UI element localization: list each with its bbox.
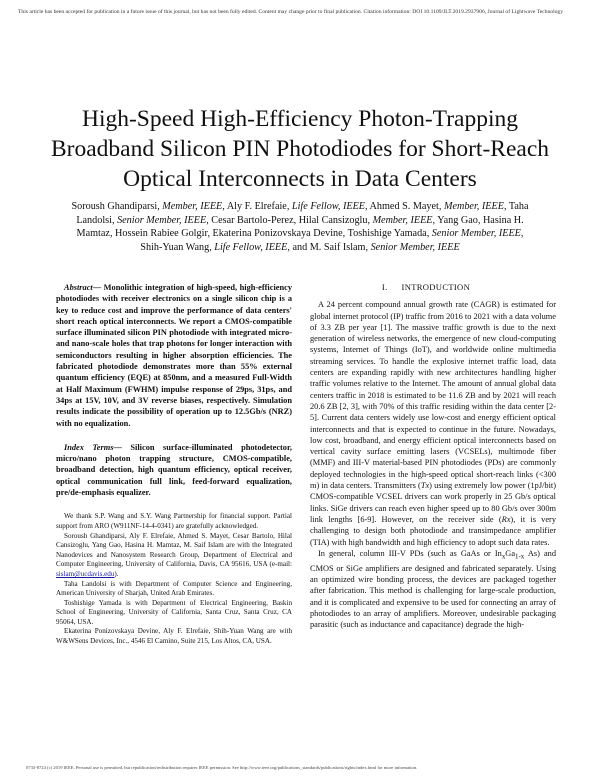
abstract-text: Monolithic integration of high-speed, high-efficiency photodiodes with receiver electronics on a single silicon chip is a key to reduce cost and improve the performance of data centers' short reach optical interconnects. We report a CMOS-compatible surface illuminated silicon PIN photodiode with integrated micro- and nano-scale holes that trap photons for longer interaction with semiconductors resulting in higher absorption efficiencies. The fabricated photodiode demonstrates more than 55% external quantum efficiency (EQE) at 850nm, and a measured Full-Width at Half Maximum (FWHM) impulse response of 29ps, 31ps, and 34ps at 15V, 10V, and 3V reverse biases, respectively. Simulation results indicate the possibility of operation up to 12.5Gb/s (NRZ) with no equalization.	[56, 283, 292, 428]
author-role: Life Fellow, IEEE	[291, 201, 366, 212]
section-heading	[310, 282, 556, 293]
affiliation-footnote: Taha Landolsi is with Department of Computer Science and Engineering, American University of Sharjah, United Arab Emirates.	[56, 579, 292, 598]
author-name: Shih-Yuan Wang	[140, 241, 210, 253]
author-role: Life Fellow, IEEE	[214, 241, 288, 253]
author-name: M. Saif Islam	[309, 241, 366, 253]
author-name: Cesar Bartolo-Perez	[211, 214, 294, 226]
author-role: Senior Member, IEEE	[370, 241, 460, 253]
index-terms-label: Index Terms	[64, 442, 114, 452]
section-number: I.	[381, 282, 388, 292]
author-name: Taha Landolsi	[76, 201, 529, 226]
section-title: INTRODUCTION	[401, 282, 471, 292]
author-name: Hossein Rabiee Golgir	[115, 228, 208, 240]
journal-header-note: This article has been accepted for publication in a future issue of this journal, but has not been fully edited. Content may change prior to final publication. Citation information: DOI 10.1109/JLT.2019.2937906, Journal of Lightwave Technology	[18, 9, 564, 15]
paper-title: High-Speed High-Efficiency Photon-Trapping Broadband Silicon PIN Photodiodes for Short-Reach Optical Interconnects in Data Centers	[50, 106, 549, 192]
author-name: Aly F. Elrefaie	[226, 201, 287, 212]
author-name: Ekaterina Ponizovskaya Devine	[212, 228, 343, 240]
footnotes	[56, 512, 292, 646]
affiliation-text-end: ).	[114, 569, 119, 578]
intro-text: As) and CMOS or SiGe amplifiers are designed and fabricated separately. Using an optimized wire bonding process, the devices are packaged together after fabrication. This method is challenging for large-scale production, and it is complicated and expensive to be used for connecting an array of photodiodes to an array of amplifiers. Moreover, undesirable packaging parasitic (such as inductance and capacitance) degrade the high-	[310, 548, 557, 630]
intro-text: ) using extremely low power (1pJ/bit) CMOS-compatible VCSEL drivers can work properly in 25 Gb/s optical links. SiGe drivers can reach even higher speed up to 80 Gb/s over 300m link lengths [6-9]. However, on the receiver side (	[310, 481, 556, 524]
author-role: Senior Member, IEEE	[431, 228, 521, 240]
left-column	[56, 282, 292, 647]
author-role: Senior Member, IEEE	[117, 214, 207, 226]
author-role: Member, IEEE	[443, 201, 504, 212]
intro-text: In general, column III-V PDs (such as GaAs or In	[318, 548, 502, 558]
author-name: Ahmed S. Mayet	[369, 201, 439, 212]
author-name: Soroush Ghandiparsi	[71, 201, 158, 212]
rx-symbol: Rx	[501, 514, 511, 524]
author-name: Toshishige Yamada	[347, 228, 427, 240]
abstract-label: Abstract	[64, 283, 93, 292]
intro-text: Ga	[505, 548, 516, 558]
tx-symbol: Tx	[420, 481, 430, 491]
author-role: Member, IEEE	[162, 201, 223, 212]
index-terms: Index Terms— Silicon surface-illuminated photodetector, micro/nano photon trapping structure, CMOS-compatible, broadband detection, high quantum efficiency, optical receiver, optical communication full link, feed-forward equalization, pre/de-emphasis equalizer.	[56, 442, 293, 498]
intro-paragraph	[310, 548, 556, 631]
author-name: Yang Gao	[437, 214, 478, 226]
intro-text: A 24 percent compound annual growth rate (CAGR) is estimated for global internet protocol (IP) traffic from 2016 to 2021 with a data volume of 3.3 ZB per year [1]. The massive traffic growth is due to the next generation of wireless networks, the emergence of new cloud-computing systems, Internet of Things (IoT), and worldwide online multimedia streaming services. To handle the explosive internet traffic load, data centers are expanding rapidly with new architectures handling higher traffic volumes relative to the Internet. The amount of annual global data centers traffic in 2018 is estimated to be 11.6 ZB and by 2021 will reach 20.6 ZB [2, 3], with 70% of this traffic residing within the data center [2-5]. Current data centers widely use low-cost and energy efficient optical interconnects and that is expected to continue in the future. Nowadays, low cost, broadband, and energy efficient optical interconnects based on vertical cavity surface emitting lasers (VCSELs), multimode fiber (MMF) and III-V material-based PIN photodiodes (PDs) are commonly deployed technologies in the high-speed optical short-reach links (<300 m) in data centers. Transmitters (	[310, 300, 556, 491]
author-role: Member, IEEE	[372, 214, 433, 226]
author-name: Hasina H. Mamtaz	[76, 214, 524, 240]
intro-text: ), it is very challenging to design both photodiode and transimpedance amplifier (TIA) with high bandwidth and high efficiency to adopt such data rates.	[310, 514, 556, 547]
affiliation-footnote: Toshishige Yamada is with Department of Electrical Engineering, Baskin School of Engineering, University of California, Santa Cruz, Santa Cruz, CA 95064, USA.	[56, 598, 292, 626]
right-column	[310, 282, 556, 631]
copyright-footer: 0733-8724 (c) 2019 IEEE. Personal use is permitted, but republication/redistribution requires IEEE permission. See http://www.ieee.org/publications_standards/publications/rights/index.html for more information.	[26, 765, 418, 770]
affiliation-text: Soroush Ghandiparsi, Aly F. Elrefaie, Ahmed S. Mayet, Cesar Bartolo, Hilal Cansizoglu, Yang Gao, Hasina H. Mamtaz, M. Saif Islam are with the Integrated Nanodevices and Nanosystem Research Group, Department of Electrical and Computer Engineering, University of California, Davis, CA 95616, USA (e-mail:	[56, 531, 292, 569]
intro-paragraph	[310, 299, 556, 548]
affiliation-footnote: Ekaterina Ponizovskaya Devine, Aly F. Elrefaie, Shih-Yuan Wang are with W&WSens Devices, Inc., 4546 El Camino, Suite 215, Los Altos, CA, USA.	[56, 627, 292, 646]
subscript: 1-x	[515, 552, 525, 561]
author-list: Soroush Ghandiparsi, Member, IEEE, Aly F. Elrefaie, Life Fellow, IEEE, Ahmed S. Mayet, Member, IEEE, Taha Landolsi, Senior Member, IEEE, Cesar Bartolo-Perez, Hilal Cansizoglu, Member, IEEE, Yang Gao, Hasina H. Mamtaz, Hossein Rabiee Golgir, Ekaterina Ponizovskaya Devine, Toshishige Yamada, Senior Member, IEEE, Shih-Yuan Wang, Life Fellow, IEEE, and M. Saif Islam, Senior Member, IEEE	[71, 201, 529, 253]
affiliation-footnote	[56, 532, 292, 580]
author-name: Hilal Cansizoglu	[298, 214, 368, 226]
subscript: x	[501, 552, 506, 561]
funding-footnote: We thank S.P. Wang and S.Y. Wang Partnership for financial support. Partial support from ARO (W911NF-14-4-0341) are gratefully acknowledged.	[56, 512, 292, 530]
email-link[interactable]: sislam@ucdavis.edu	[56, 569, 115, 578]
abstract: Abstract— Monolithic integration of high-speed, high-efficiency photodiodes with receiver electronics on a single silicon chip is a key to reduce cost and improve the performance of data centers' short reach optical interconnects. We report a CMOS-compatible surface illuminated silicon PIN photodiode with integrated micro- and nano-scale holes that trap photons for longer interaction with semiconductors resulting in higher absorption efficiencies. The fabricated photodiode demonstrates more than 55% external quantum efficiency (EQE) at 850nm, and a measured Full-Width at Half Maximum (FWHM) impulse response of 29ps, 31ps, and 34ps at 15V, 10V, and 3V reverse biases, respectively. Simulation results indicate the possibility of operation up to 12.5Gb/s (NRZ) with no equalization.	[56, 283, 292, 428]
index-terms-text: Silicon surface-illuminated photodetector, micro/nano photon trapping structure, CMOS-compatible, broadband detection, high quantum efficiency, optical receiver, optical communication full link, feed-forward equalization, pre/de-emphasis equalizer.	[56, 442, 293, 498]
